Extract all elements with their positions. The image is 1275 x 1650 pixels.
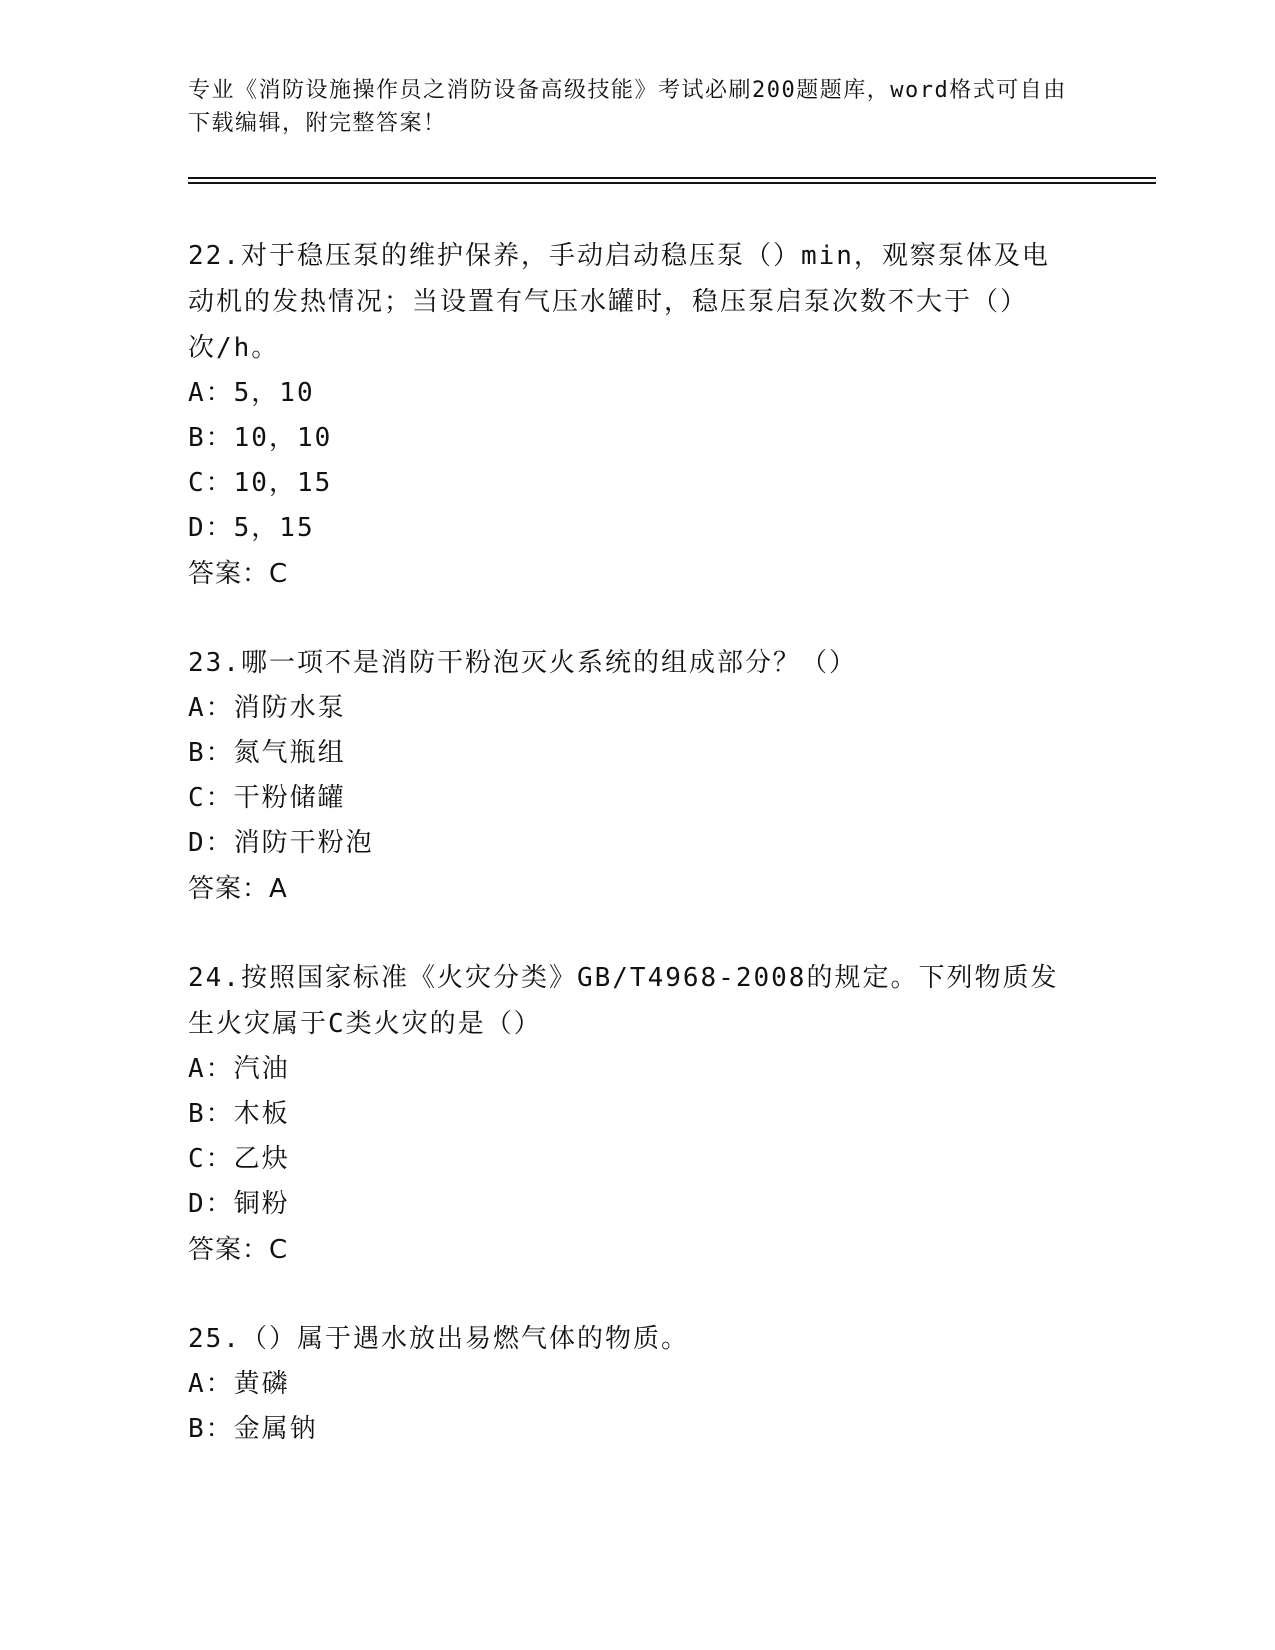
question-25 [188, 1316, 1068, 1452]
question-24 [188, 955, 1068, 1273]
option-c: C：乙炔 [188, 1144, 290, 1174]
option-a: A：黄磷 [188, 1369, 290, 1399]
question-text: 22.对于稳压泵的维护保养，手动启动稳压泵（）min，观察泵体及电动机的发热情况；当设置有气压水罐时，稳压泵启泵次数不大于（）次/h。 [188, 241, 1050, 363]
option-d: D：消防干粉泡 [188, 828, 374, 858]
option-a: A：5，10 [188, 378, 315, 408]
option-c: C：10，15 [188, 468, 333, 498]
question-text: 24.按照国家标准《火灾分类》GB/T4968-2008的规定。下列物质发生火灾属于C类火灾的是（） [188, 963, 1059, 1039]
answer-label: 答案：A [188, 874, 288, 904]
option-d: D：5，15 [188, 513, 315, 543]
answer-label: 答案：C [188, 1235, 289, 1265]
option-b: B：木板 [188, 1099, 290, 1129]
header-divider-top [188, 177, 1156, 179]
answer-label: 答案：C [188, 559, 289, 589]
option-b: B：10，10 [188, 423, 333, 453]
option-d: D：铜粉 [188, 1189, 290, 1219]
option-c: C：干粉储罐 [188, 783, 346, 813]
header-divider-bottom [188, 182, 1156, 184]
question-22 [188, 233, 1068, 597]
question-text: 23.哪一项不是消防干粉泡灭火系统的组成部分？（） [188, 648, 857, 678]
document-intro: 专业《消防设施操作员之消防设备高级技能》考试必刷200题题库，word格式可自由下载编辑，附完整答案！ [188, 78, 1067, 136]
question-23 [188, 640, 1068, 912]
option-a: A：消防水泵 [188, 693, 346, 723]
option-b: B：金属钠 [188, 1414, 318, 1444]
question-text: 25.（）属于遇水放出易燃气体的物质。 [188, 1324, 689, 1354]
option-b: B：氮气瓶组 [188, 738, 346, 768]
question-list [188, 233, 1068, 1495]
option-a: A：汽油 [188, 1054, 290, 1084]
